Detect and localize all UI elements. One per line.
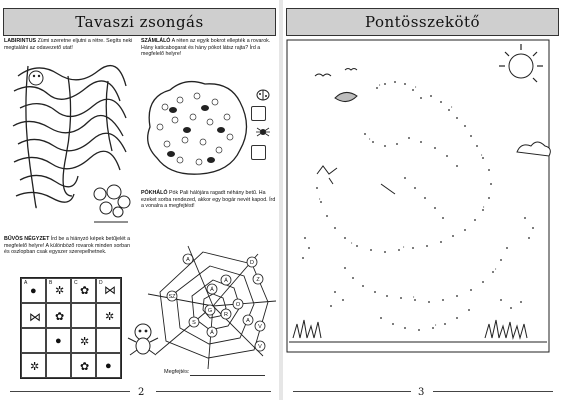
maze-instructions xyxy=(4,38,136,51)
right-footer-line xyxy=(433,391,553,392)
svg-text:•: • xyxy=(403,245,405,249)
grid-cell[interactable] xyxy=(46,303,71,328)
web-letter: G xyxy=(207,308,213,314)
column-label-a: A xyxy=(24,280,28,286)
grid-cell[interactable] xyxy=(46,353,71,378)
left-page xyxy=(0,0,279,400)
ladybug-icon: ● xyxy=(55,335,62,347)
bird-icon xyxy=(345,69,357,71)
right-page xyxy=(283,0,562,400)
maze-text: Zümi szeretne eljutni a rétre. Segíts neki megtalálni az odavezető utat! xyxy=(4,38,133,51)
svg-text:•: • xyxy=(319,197,321,201)
grid-cell[interactable] xyxy=(96,328,121,353)
left-page-title: Tavaszi zsongás xyxy=(3,8,276,36)
magic-square-text: Írd be a hiányzó képek betűjelét a megfelelő helyre! A különböző rovarok minden sorban és oszlopban csak egyszer szerepelhetnek. xyxy=(4,236,131,256)
grid-cell[interactable] xyxy=(71,328,96,353)
svg-text:•: • xyxy=(451,105,453,109)
counting-heading: SZÁMLÁLÓ xyxy=(141,38,171,44)
solution-label: Megfejtés: xyxy=(164,369,190,375)
svg-text:•: • xyxy=(481,153,483,157)
bird-icon xyxy=(315,74,331,76)
right-footer-line xyxy=(293,391,411,392)
ladybug-icon xyxy=(256,88,270,100)
web-letter: O xyxy=(235,302,241,308)
grid-cell-c1[interactable] xyxy=(71,278,96,303)
counting-instructions xyxy=(141,38,277,58)
right-page-number: 3 xyxy=(418,387,425,398)
bee-icon: ✿ xyxy=(55,311,65,323)
spider-text: Pók Pali hálójára ragadt néhány betű. Ha ezeket sorba rendezed, akkor egy bogár nevét kapod. Írd a vonalra a megfejtést! xyxy=(141,190,276,210)
web-letter: R xyxy=(224,312,228,318)
column-label-d: D xyxy=(99,280,103,286)
counting-text: A réten az egyik bokrot ellepték a rovarok. Hány katicabogarat és hány pókot látsz rajta? Írd a megfelelő helyre! xyxy=(141,38,271,58)
maze-heading: LABIRINTUS xyxy=(4,38,37,44)
bush-with-insects-illustration xyxy=(135,72,255,182)
dot-to-dot-illustration xyxy=(285,38,560,388)
right-page-title: Pontösszekötő xyxy=(286,8,559,36)
bee-icon: ✿ xyxy=(80,285,90,297)
web-letter: Á xyxy=(224,278,228,284)
spider-icon: ✲ xyxy=(105,311,115,323)
grid-cell-b1[interactable] xyxy=(46,278,71,303)
web-letter: Z xyxy=(256,277,260,283)
web-letter: SZ xyxy=(168,294,176,300)
web-letter: Á xyxy=(210,330,214,336)
grid-cell[interactable] xyxy=(21,328,46,353)
grid-cell[interactable] xyxy=(46,328,71,353)
left-footer-line xyxy=(156,391,271,392)
spider-heading: PÓKHÁLÓ xyxy=(141,190,168,196)
magic-square-grid xyxy=(20,277,122,379)
grass-icon xyxy=(289,320,547,342)
magic-square-heading: BŰVÖS NÉGYZET xyxy=(4,236,50,242)
grid-cell-a1[interactable] xyxy=(21,278,46,303)
sun-icon xyxy=(499,44,543,82)
magic-square-instructions xyxy=(4,236,132,256)
web-letter: S xyxy=(192,320,196,326)
ladybug-count-box[interactable] xyxy=(251,106,266,121)
svg-text:•: • xyxy=(415,85,417,89)
cloud-icon xyxy=(517,142,550,156)
web-letter: Á xyxy=(210,287,214,293)
grid-cell-d1[interactable] xyxy=(96,278,121,303)
svg-text:•: • xyxy=(369,137,371,141)
spider-instructions xyxy=(141,190,277,210)
column-label-c: C xyxy=(74,280,78,286)
flower-meadow-icon xyxy=(90,184,132,224)
spider-web-illustration xyxy=(148,246,278,371)
spider-icon xyxy=(256,126,270,138)
ladybug-icon: ● xyxy=(30,285,37,297)
svg-text:•: • xyxy=(483,205,485,209)
spider-count-box[interactable] xyxy=(251,145,266,160)
grid-cell[interactable] xyxy=(71,303,96,328)
left-footer-line xyxy=(10,391,130,392)
grid-cell[interactable] xyxy=(21,303,46,328)
web-letter: A xyxy=(186,257,190,263)
svg-text:•: • xyxy=(379,83,381,87)
svg-text:•: • xyxy=(435,323,437,327)
web-letter: V xyxy=(258,324,262,330)
butterfly-icon: ⋈ xyxy=(29,310,41,324)
grid-cell[interactable] xyxy=(21,353,46,378)
grid-cell[interactable] xyxy=(71,353,96,378)
ladybug-icon: ● xyxy=(105,360,112,372)
leaf-icon xyxy=(335,92,357,101)
spider-character-icon xyxy=(126,320,160,356)
web-letter: V xyxy=(258,344,262,350)
bee-icon: ✿ xyxy=(80,361,90,373)
solution-answer-line[interactable] xyxy=(190,375,265,376)
grid-cell[interactable] xyxy=(96,353,121,378)
butterfly-icon: ⋈ xyxy=(104,283,116,297)
spider-icon: ✲ xyxy=(55,285,65,297)
web-letter: D xyxy=(250,260,254,266)
svg-text:•: • xyxy=(495,267,497,271)
spider-icon: ✲ xyxy=(80,336,90,348)
spider-icon: ✲ xyxy=(30,361,40,373)
column-label-b: B xyxy=(49,280,53,286)
svg-text:•: • xyxy=(351,241,353,245)
left-page-number: 2 xyxy=(138,387,145,398)
svg-text:•: • xyxy=(413,295,415,299)
web-letter: A xyxy=(246,318,250,324)
grid-cell[interactable] xyxy=(96,303,121,328)
